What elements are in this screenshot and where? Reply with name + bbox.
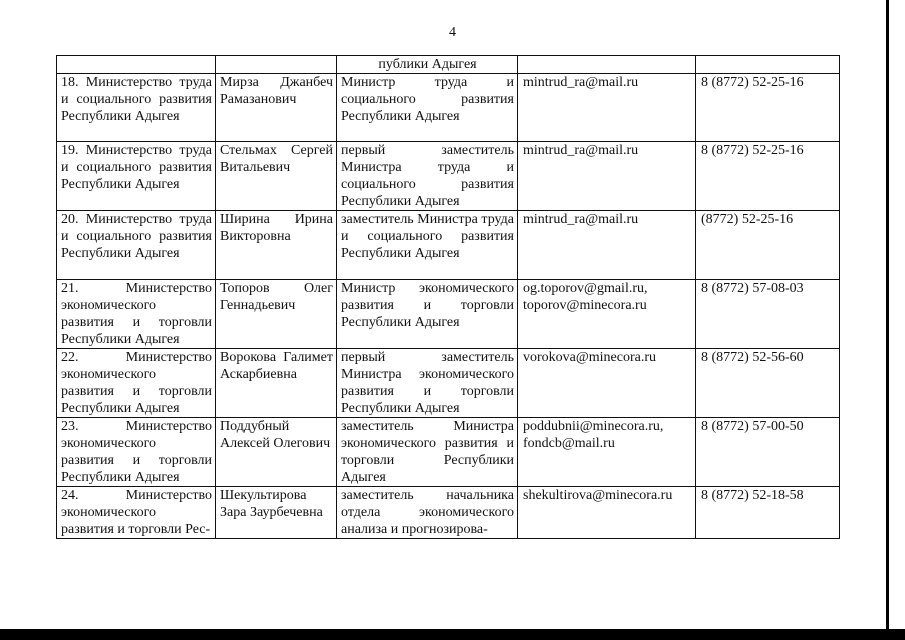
phone-cell: 8 (8772) 57-08-03 [696, 280, 840, 349]
email-cell [518, 56, 696, 74]
position-cell: Министр экономического развития и торговли Республики Адыгея [337, 280, 518, 349]
email-cell: mintrud_ra@mail.ru [518, 142, 696, 211]
position-cell: первый заместитель Министра экономического развития и торговли Республики Адыгея [337, 349, 518, 418]
scan-right-edge [886, 0, 889, 629]
phone-cell: 8 (8772) 52-56-60 [696, 349, 840, 418]
table-row-continuation [57, 56, 840, 74]
email-cell: shekultirova@minecora.ru [518, 487, 696, 539]
org-cell [57, 56, 216, 74]
table-row [57, 349, 840, 418]
name-cell: Ворокова Галимет Аскарбиевна [216, 349, 337, 418]
scan-bottom-edge [0, 629, 905, 640]
phone-cell: 8 (8772) 52-25-16 [696, 142, 840, 211]
contacts-table [56, 55, 840, 539]
page-number: 4 [449, 25, 456, 40]
table-row [57, 211, 840, 280]
org-cell: 20. Министерство труда и социального развития Республики Адыгея [57, 211, 216, 280]
position-cell: публики Адыгея [337, 56, 518, 74]
email-cell: poddubnii@minecora.ru, fondcb@mail.ru [518, 418, 696, 487]
email-cell: vorokova@minecora.ru [518, 349, 696, 418]
table-row [57, 74, 840, 142]
phone-cell: (8772) 52-25-16 [696, 211, 840, 280]
table-row [57, 487, 840, 539]
phone-cell: 8 (8772) 52-18-58 [696, 487, 840, 539]
position-cell: заместитель Министра труда и социального развития Республики Адыгея [337, 211, 518, 280]
name-cell: Мирза Джанбеч Рамазанович [216, 74, 337, 142]
table-row [57, 280, 840, 349]
email-cell: mintrud_ra@mail.ru [518, 74, 696, 142]
org-cell: 24. Министерство экономического развития и торговли Рес- [57, 487, 216, 539]
table-row [57, 418, 840, 487]
org-cell: 18. Министерство труда и социального развития Республики Адыгея [57, 74, 216, 142]
position-cell: заместитель начальника отдела экономического анализа и прогнозирова- [337, 487, 518, 539]
table-row [57, 142, 840, 211]
org-cell: 22. Министерство экономического развития и торговли Республики Адыгея [57, 349, 216, 418]
name-cell: Стельмах Сергей Витальевич [216, 142, 337, 211]
position-cell: Министр труда и социального развития Республики Адыгея [337, 74, 518, 142]
org-cell: 19. Министерство труда и социального развития Республики Адыгея [57, 142, 216, 211]
phone-cell [696, 56, 840, 74]
phone-cell: 8 (8772) 57-00-50 [696, 418, 840, 487]
name-cell: Поддубный Алексей Олегович [216, 418, 337, 487]
phone-cell: 8 (8772) 52-25-16 [696, 74, 840, 142]
org-cell: 23. Министерство экономического развития и торговли Республики Адыгея [57, 418, 216, 487]
position-cell: первый заместитель Министра труда и социального развития Республики Адыгея [337, 142, 518, 211]
name-cell: Ширина Ирина Викторовна [216, 211, 337, 280]
name-cell: Топоров Олег Геннадьевич [216, 280, 337, 349]
name-cell: Шекультирова Зара Заурбечевна [216, 487, 337, 539]
org-cell: 21. Министерство экономического развития и торговли Республики Адыгея [57, 280, 216, 349]
email-cell: og.toporov@gmail.ru, toporov@minecora.ru [518, 280, 696, 349]
name-cell [216, 56, 337, 74]
email-cell: mintrud_ra@mail.ru [518, 211, 696, 280]
position-cell: заместитель Министра экономического развития и торговли Республики Адыгея [337, 418, 518, 487]
